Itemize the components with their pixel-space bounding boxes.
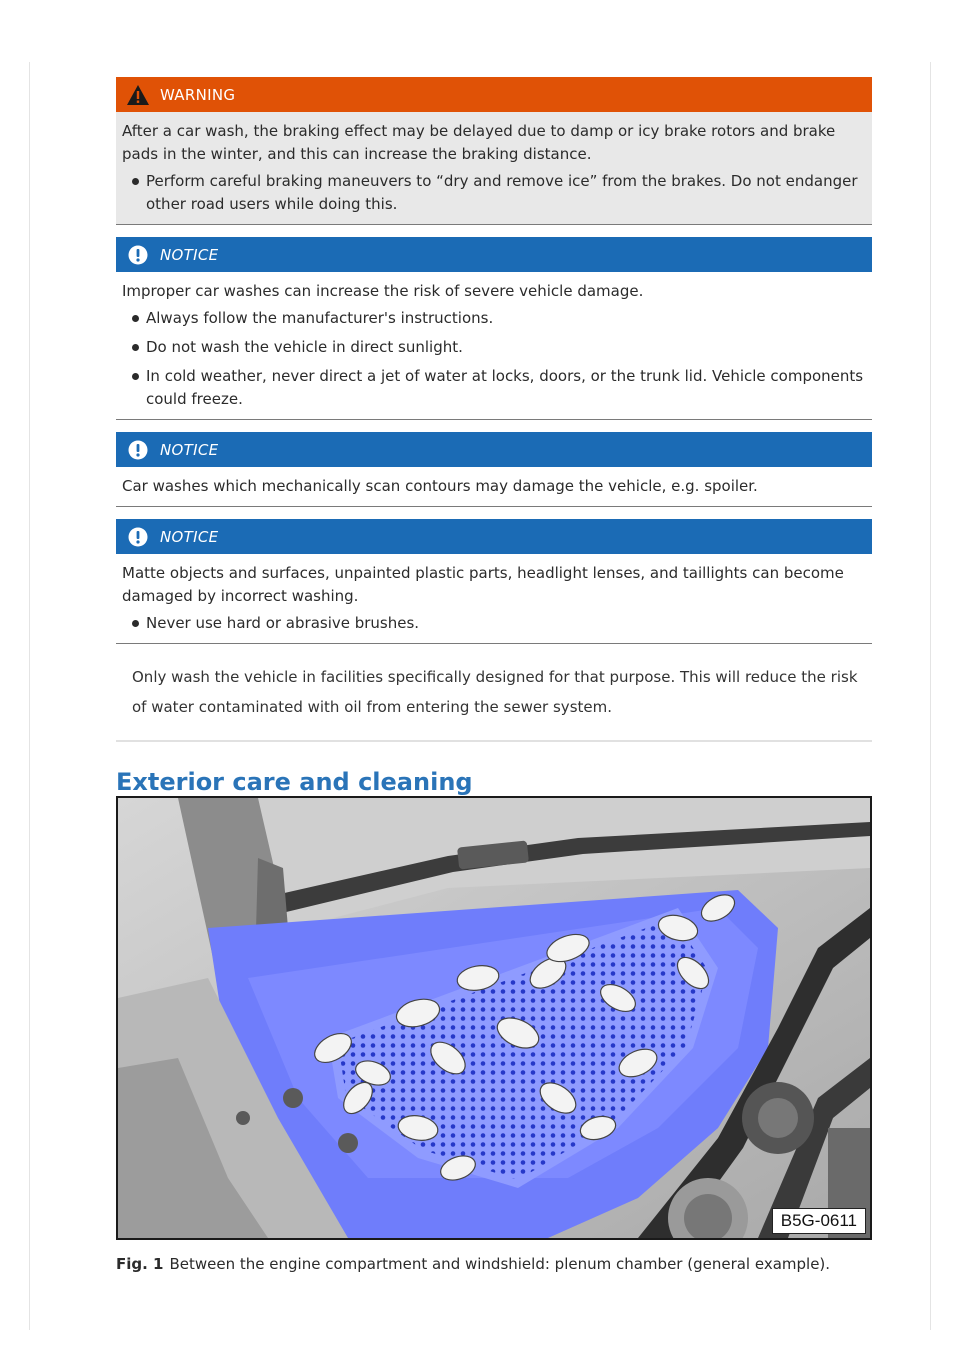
warning-bullet: Perform careful braking maneuvers to “dry and remove ice” from the brakes. Do not endanger other road users while doing this. (122, 170, 864, 216)
notice-text: Matte objects and surfaces, unpainted plastic parts, headlight lenses, and taillights can become damaged by incorrect washing. (122, 564, 844, 605)
warning-bullet-list (122, 170, 864, 216)
section-divider (116, 740, 872, 742)
notice-bullet: Always follow the manufacturer's instructions. (122, 307, 864, 330)
notice-label: NOTICE (160, 527, 219, 546)
environment-note: Only wash the vehicle in facilities specifically designed for that purpose. This will reduce the risk of water contaminated with oil from entering the sewer system. (132, 668, 858, 716)
figure-caption (116, 1255, 876, 1273)
notice-exclamation-icon (126, 525, 150, 549)
notice-bullet: In cold weather, never direct a jet of water at locks, doors, or the trunk lid. Vehicle components could freeze. (122, 365, 864, 411)
figure-caption-text: Between the engine compartment and windshield: plenum chamber (general example). (169, 1255, 831, 1273)
notice-header-3 (116, 519, 872, 554)
notice-bullet-list (122, 612, 864, 635)
notice-text: Car washes which mechanically scan contours may damage the vehicle, e.g. spoiler. (122, 477, 758, 495)
warning-header (116, 77, 872, 112)
notice-exclamation-icon (126, 438, 150, 462)
section-heading: Exterior care and cleaning (116, 768, 473, 796)
notice-body-2 (116, 467, 872, 507)
plenum-chamber-illustration (118, 798, 870, 1238)
warning-body (116, 112, 872, 225)
notice-bullet-list (122, 307, 864, 411)
notice-bullet: Never use hard or abrasive brushes. (122, 612, 864, 635)
notice-text: Improper car washes can increase the risk of severe vehicle damage. (122, 282, 644, 300)
right-margin-line (930, 62, 931, 1330)
page-content (116, 77, 872, 796)
notice-body-3 (116, 554, 872, 644)
notice-label: NOTICE (160, 245, 219, 264)
figure-plenum-chamber (116, 796, 872, 1240)
notice-exclamation-icon (126, 243, 150, 267)
notice-bullet: Do not wash the vehicle in direct sunlight. (122, 336, 864, 359)
warning-text: After a car wash, the braking effect may be delayed due to damp or icy brake rotors and brake pads in the winter, and this can increase the braking distance. (122, 122, 836, 163)
figure-code: B5G-0611 (772, 1208, 866, 1234)
figure-caption-label: Fig. 1 (116, 1255, 164, 1273)
notice-label: NOTICE (160, 440, 219, 459)
notice-header-2 (116, 432, 872, 467)
notice-body-1 (116, 272, 872, 420)
warning-triangle-icon (126, 83, 150, 107)
left-margin-line (29, 62, 30, 1330)
notice-header-1 (116, 237, 872, 272)
warning-label: WARNING (160, 85, 236, 104)
